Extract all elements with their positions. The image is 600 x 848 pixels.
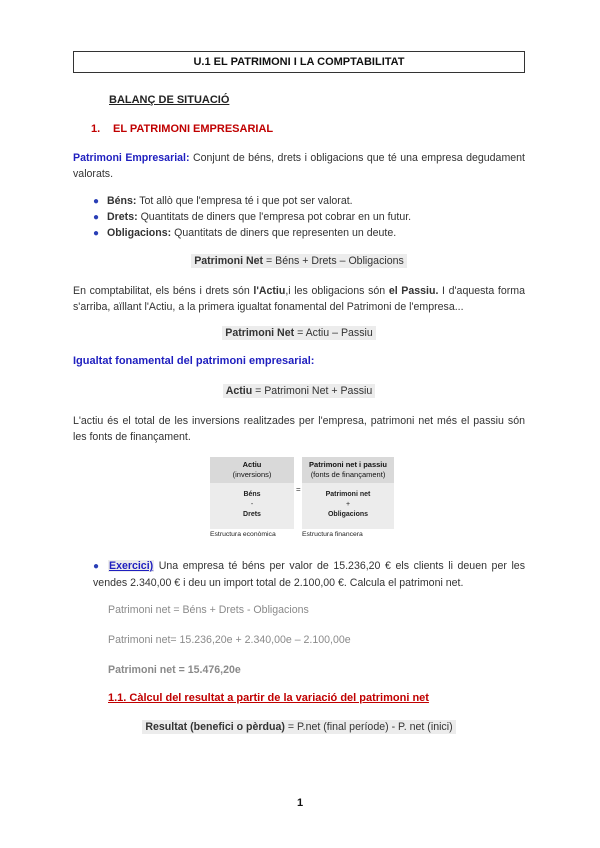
para-bold: el Passiu.	[388, 285, 439, 297]
actiu-column	[210, 457, 294, 538]
igualtat-heading: Igualtat fonamental del patrimoni empresarial:	[73, 355, 315, 367]
estructura-economica-caption: Estructura econòmica	[210, 531, 276, 538]
bullet-icon: ●	[93, 228, 100, 239]
formula-rest: = Actiu – Passiu	[294, 327, 373, 339]
patrimoni-passiu-column	[302, 457, 394, 538]
page-number: 1	[296, 797, 304, 809]
patrimoni-passiu-body	[302, 483, 394, 529]
bullet-item-drets	[93, 211, 411, 223]
balance-heading: BALANÇ DE SITUACIÓ	[109, 94, 230, 106]
formula-rest: = Béns + Drets – Obligacions	[263, 255, 404, 267]
subsection-heading: 1.1. Càlcul del resultat a partir de la variació del patrimoni net	[108, 692, 429, 704]
para-text: ,i les obligacions són	[285, 285, 389, 297]
body-line: Béns	[243, 491, 261, 498]
definition-paragraph	[73, 150, 525, 182]
equals-sign: =	[296, 485, 301, 494]
exercise-label: Exercici)	[109, 560, 154, 572]
estructura-financera-caption: Estructura financera	[302, 531, 363, 538]
bullet-text: Quantitats de diners que representen un deute.	[171, 227, 397, 239]
body-line: -	[250, 501, 254, 508]
bullet-term: Béns:	[107, 195, 137, 207]
formula-bold: Patrimoni Net	[225, 327, 295, 339]
formula-rest: = P.net (final període) - P. net (inici)	[284, 721, 453, 733]
formula-patrimoni-net-2	[73, 327, 525, 339]
section-number: 1.	[91, 123, 101, 135]
solution-line-1: Patrimoni net = Béns + Drets - Obligacions	[108, 604, 309, 616]
para-text: I d'aquesta forma s'arriba, aïllant l'Actiu, a la primera igualtat fonamental del Patrimoni de l'empresa...	[73, 285, 525, 313]
actiu-header	[210, 457, 294, 483]
bullet-icon: ●	[93, 561, 100, 572]
patrimoni-passiu-header	[302, 457, 394, 483]
section-title: EL PATRIMONI EMPRESARIAL	[113, 123, 274, 135]
actiu-body	[210, 483, 294, 529]
formula-actiu	[73, 385, 525, 397]
bullet-term: Obligacions:	[107, 227, 172, 239]
actiu-paragraph: L'actiu és el total de les inversions realitzades per l'empresa, patrimoni net més el passiu són les fonts de finançament.	[73, 415, 525, 443]
formula-bold: Patrimoni Net	[194, 255, 264, 267]
bullet-text: Tot allò que l'empresa té i que pot ser valorat.	[136, 195, 353, 207]
bullet-term: Drets:	[107, 211, 138, 223]
section-1-heading	[91, 123, 273, 135]
bullet-item-bens	[93, 195, 353, 207]
exercise-text: Una empresa té béns per valor de 15.236,20 € els clients li deuen per les vendes 2.340,00 € i deu un import total de 2.100,00 €. Calcula el patrimoni net.	[93, 560, 525, 589]
formula-rest: = Patrimoni Net + Passiu	[252, 385, 373, 397]
bullet-item-obligacions	[93, 227, 396, 239]
solution-line-2: Patrimoni net= 15.236,20e + 2.340,00e – 2.100,00e	[108, 634, 351, 646]
header-line: (inversions)	[232, 470, 272, 479]
bullet-icon: ●	[93, 196, 100, 207]
body-line: Obligacions	[327, 511, 369, 518]
formula-resultat	[73, 721, 525, 733]
para-text: En comptabilitat, els béns i drets són	[73, 285, 254, 297]
formula-bold: Actiu	[225, 385, 253, 397]
bullet-icon: ●	[93, 212, 100, 223]
header-line: (fonts de finançament)	[310, 470, 386, 479]
para-bold: l'Actiu	[253, 285, 286, 297]
body-line: +	[345, 501, 351, 508]
definition-term: Patrimoni Empresarial:	[73, 152, 190, 164]
body-line: Patrimoni net	[325, 491, 371, 498]
definition-text: Conjunt de béns, drets i obligacions que té una empresa degudament valorats.	[73, 152, 525, 180]
formula-bold: Resultat (benefici o pèrdua)	[145, 721, 285, 733]
header-line: Actiu	[242, 460, 262, 469]
solution-line-3: Patrimoni net = 15.476,20e	[108, 664, 241, 676]
accounting-paragraph	[73, 283, 525, 315]
bullet-text: Quantitats de diners que l'empresa pot cobrar en un futur.	[137, 211, 412, 223]
header-line: Patrimoni net i passiu	[309, 460, 387, 469]
balance-structure-table	[210, 457, 394, 539]
formula-patrimoni-net-1	[73, 255, 525, 267]
exercise-paragraph	[93, 558, 525, 591]
document-title: U.1 EL PATRIMONI I LA COMPTABILITAT	[73, 51, 525, 73]
body-line: Drets	[243, 511, 261, 518]
